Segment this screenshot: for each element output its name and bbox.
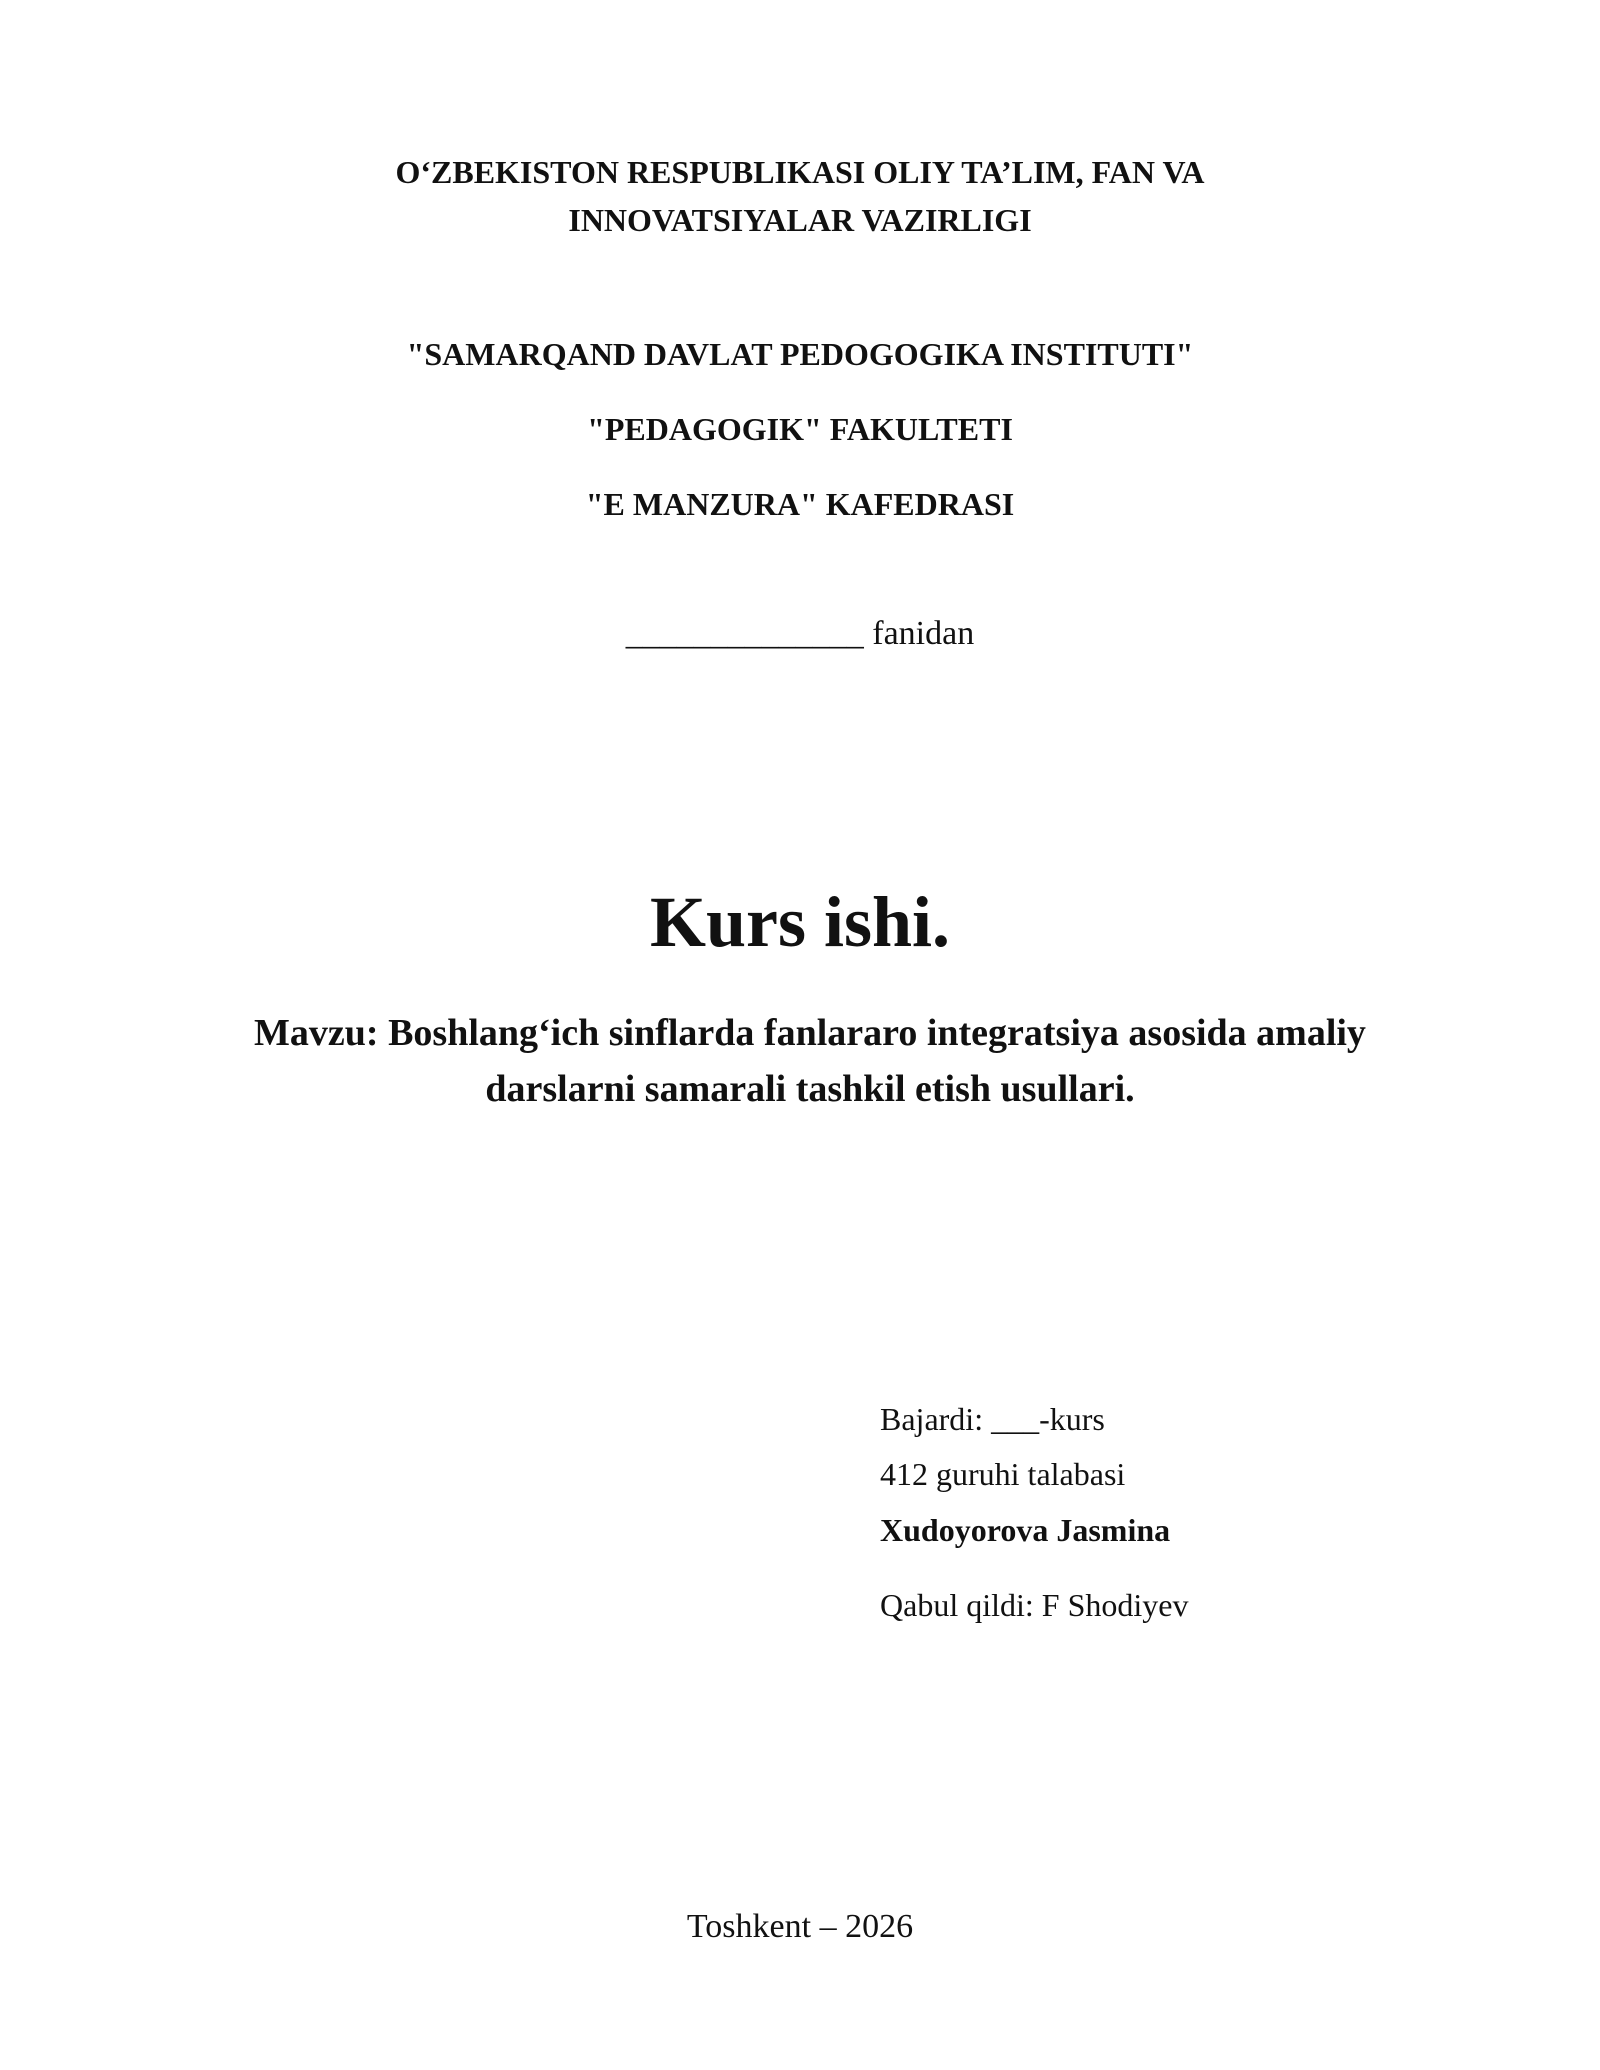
accepted-by: Qabul qildi: F Shodiyev <box>880 1587 1189 1623</box>
ministry-line-1: O‘ZBEKISTON RESPUBLIKASI OLIY TA’LIM, FAN VA <box>395 154 1205 190</box>
institute-name: "SAMARQAND DAVLAT PEDOGOGIKA INSTITUTI" <box>406 336 1194 372</box>
group-info: 412 guruhi talabasi <box>880 1456 1126 1492</box>
student-name: Xudoyorova Jasmina <box>880 1512 1171 1548</box>
department-name: "E MANZURA" KAFEDRASI <box>585 486 1015 522</box>
topic-line-1: Mavzu: Boshlang‘ich sinflarda fanlararo integratsiya asosida amaliy <box>254 1012 1366 1054</box>
city-year: Toshkent – 2026 <box>686 1908 914 1945</box>
subject-suffix: fanidan <box>863 615 975 652</box>
work-title: Kurs ishi. <box>649 882 951 962</box>
topic <box>0 1005 1600 1117</box>
faculty-name: "PEDAGOGIK" FAKULTETI <box>587 411 1013 447</box>
subject-blank: ______________ <box>625 615 864 652</box>
ministry-heading <box>0 148 1600 244</box>
done-by: Bajardi: ___-kurs <box>880 1401 1105 1437</box>
topic-line-2: darslarni samarali tashkil etish usullari. <box>485 1068 1135 1110</box>
ministry-line-2: INNOVATSIYALAR VAZIRLIGI <box>568 202 1032 238</box>
subject-line <box>0 612 1600 656</box>
